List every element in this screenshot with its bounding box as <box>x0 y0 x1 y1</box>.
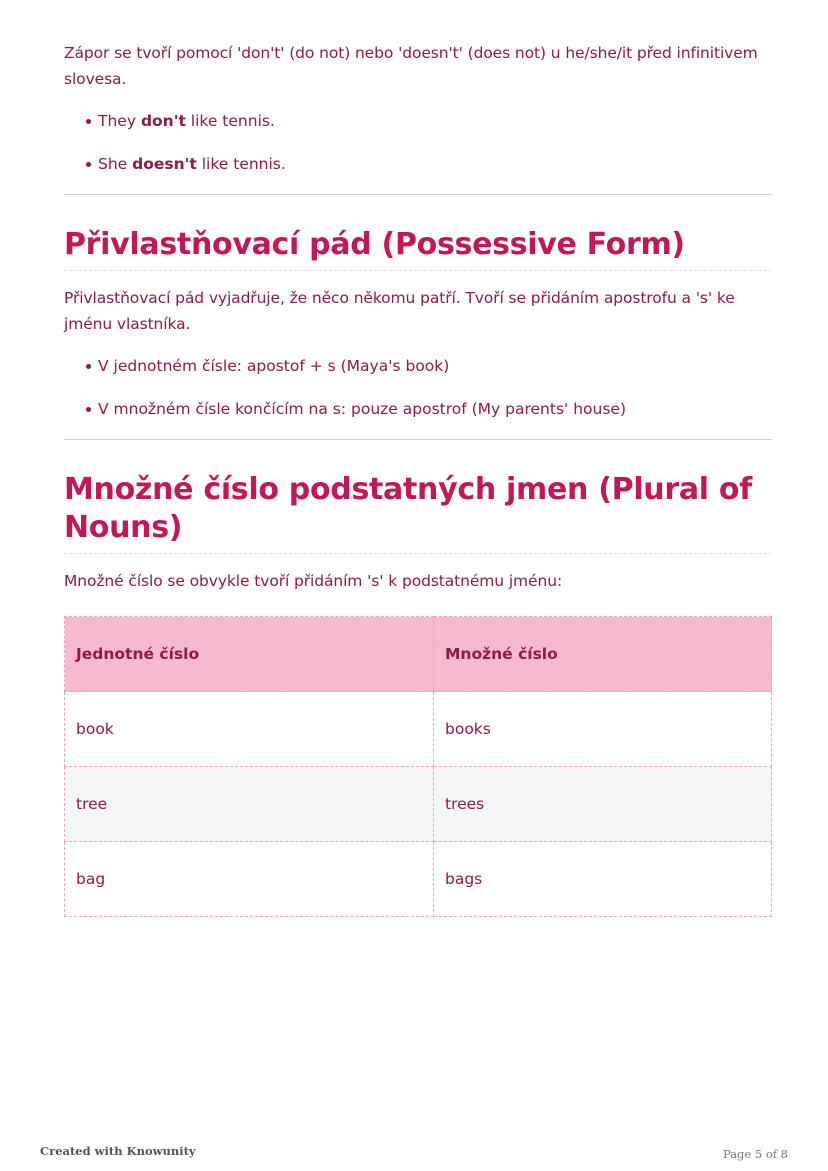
table-row <box>65 767 772 842</box>
section-divider <box>64 194 772 195</box>
table-cell: book <box>65 692 434 767</box>
list-item: They don't like tennis. <box>86 108 772 134</box>
page-number: Page 5 of 8 <box>722 1147 788 1161</box>
list-item: V množném čísle končícím na s: pouze apostrof (My parents' house) <box>86 396 772 422</box>
list-item: She doesn't like tennis. <box>86 151 772 177</box>
column-header-singular: Jednotné číslo <box>65 617 434 692</box>
possessive-paragraph: Přivlastňovací pád vyjadřuje, že něco někomu patří. Tvoří se přidáním apostrofu a 's' ke jménu vlastníka. <box>64 289 735 333</box>
possessive-list <box>64 353 772 422</box>
negation-paragraph: Zápor se tvoří pomocí 'don't' (do not) nebo 'doesn't' (does not) u he/she/it před infinitivem slovesa. <box>64 44 758 88</box>
table-cell: bag <box>65 842 434 917</box>
plural-paragraph: Množné číslo se obvykle tvoří přidáním 's' k podstatnému jménu: <box>64 572 563 590</box>
table-header-row <box>65 617 772 692</box>
table-cell: trees <box>434 767 772 842</box>
table-row <box>65 842 772 917</box>
section-divider <box>64 439 772 440</box>
table-cell: books <box>434 692 772 767</box>
table-cell: bags <box>434 842 772 917</box>
footer-credit: Created with Knowunity <box>40 1144 196 1158</box>
possessive-heading: Přivlastňovací pád (Possessive Form) <box>64 226 772 271</box>
plural-heading: Množné číslo podstatných jmen (Plural of Nouns) <box>64 471 772 554</box>
page-content <box>64 40 772 917</box>
list-item: V jednotném čísle: apostof + s (Maya's book) <box>86 353 772 379</box>
column-header-plural: Množné číslo <box>434 617 772 692</box>
table-cell: tree <box>65 767 434 842</box>
negation-examples <box>64 108 772 177</box>
plural-table <box>64 616 772 917</box>
table-row <box>65 692 772 767</box>
